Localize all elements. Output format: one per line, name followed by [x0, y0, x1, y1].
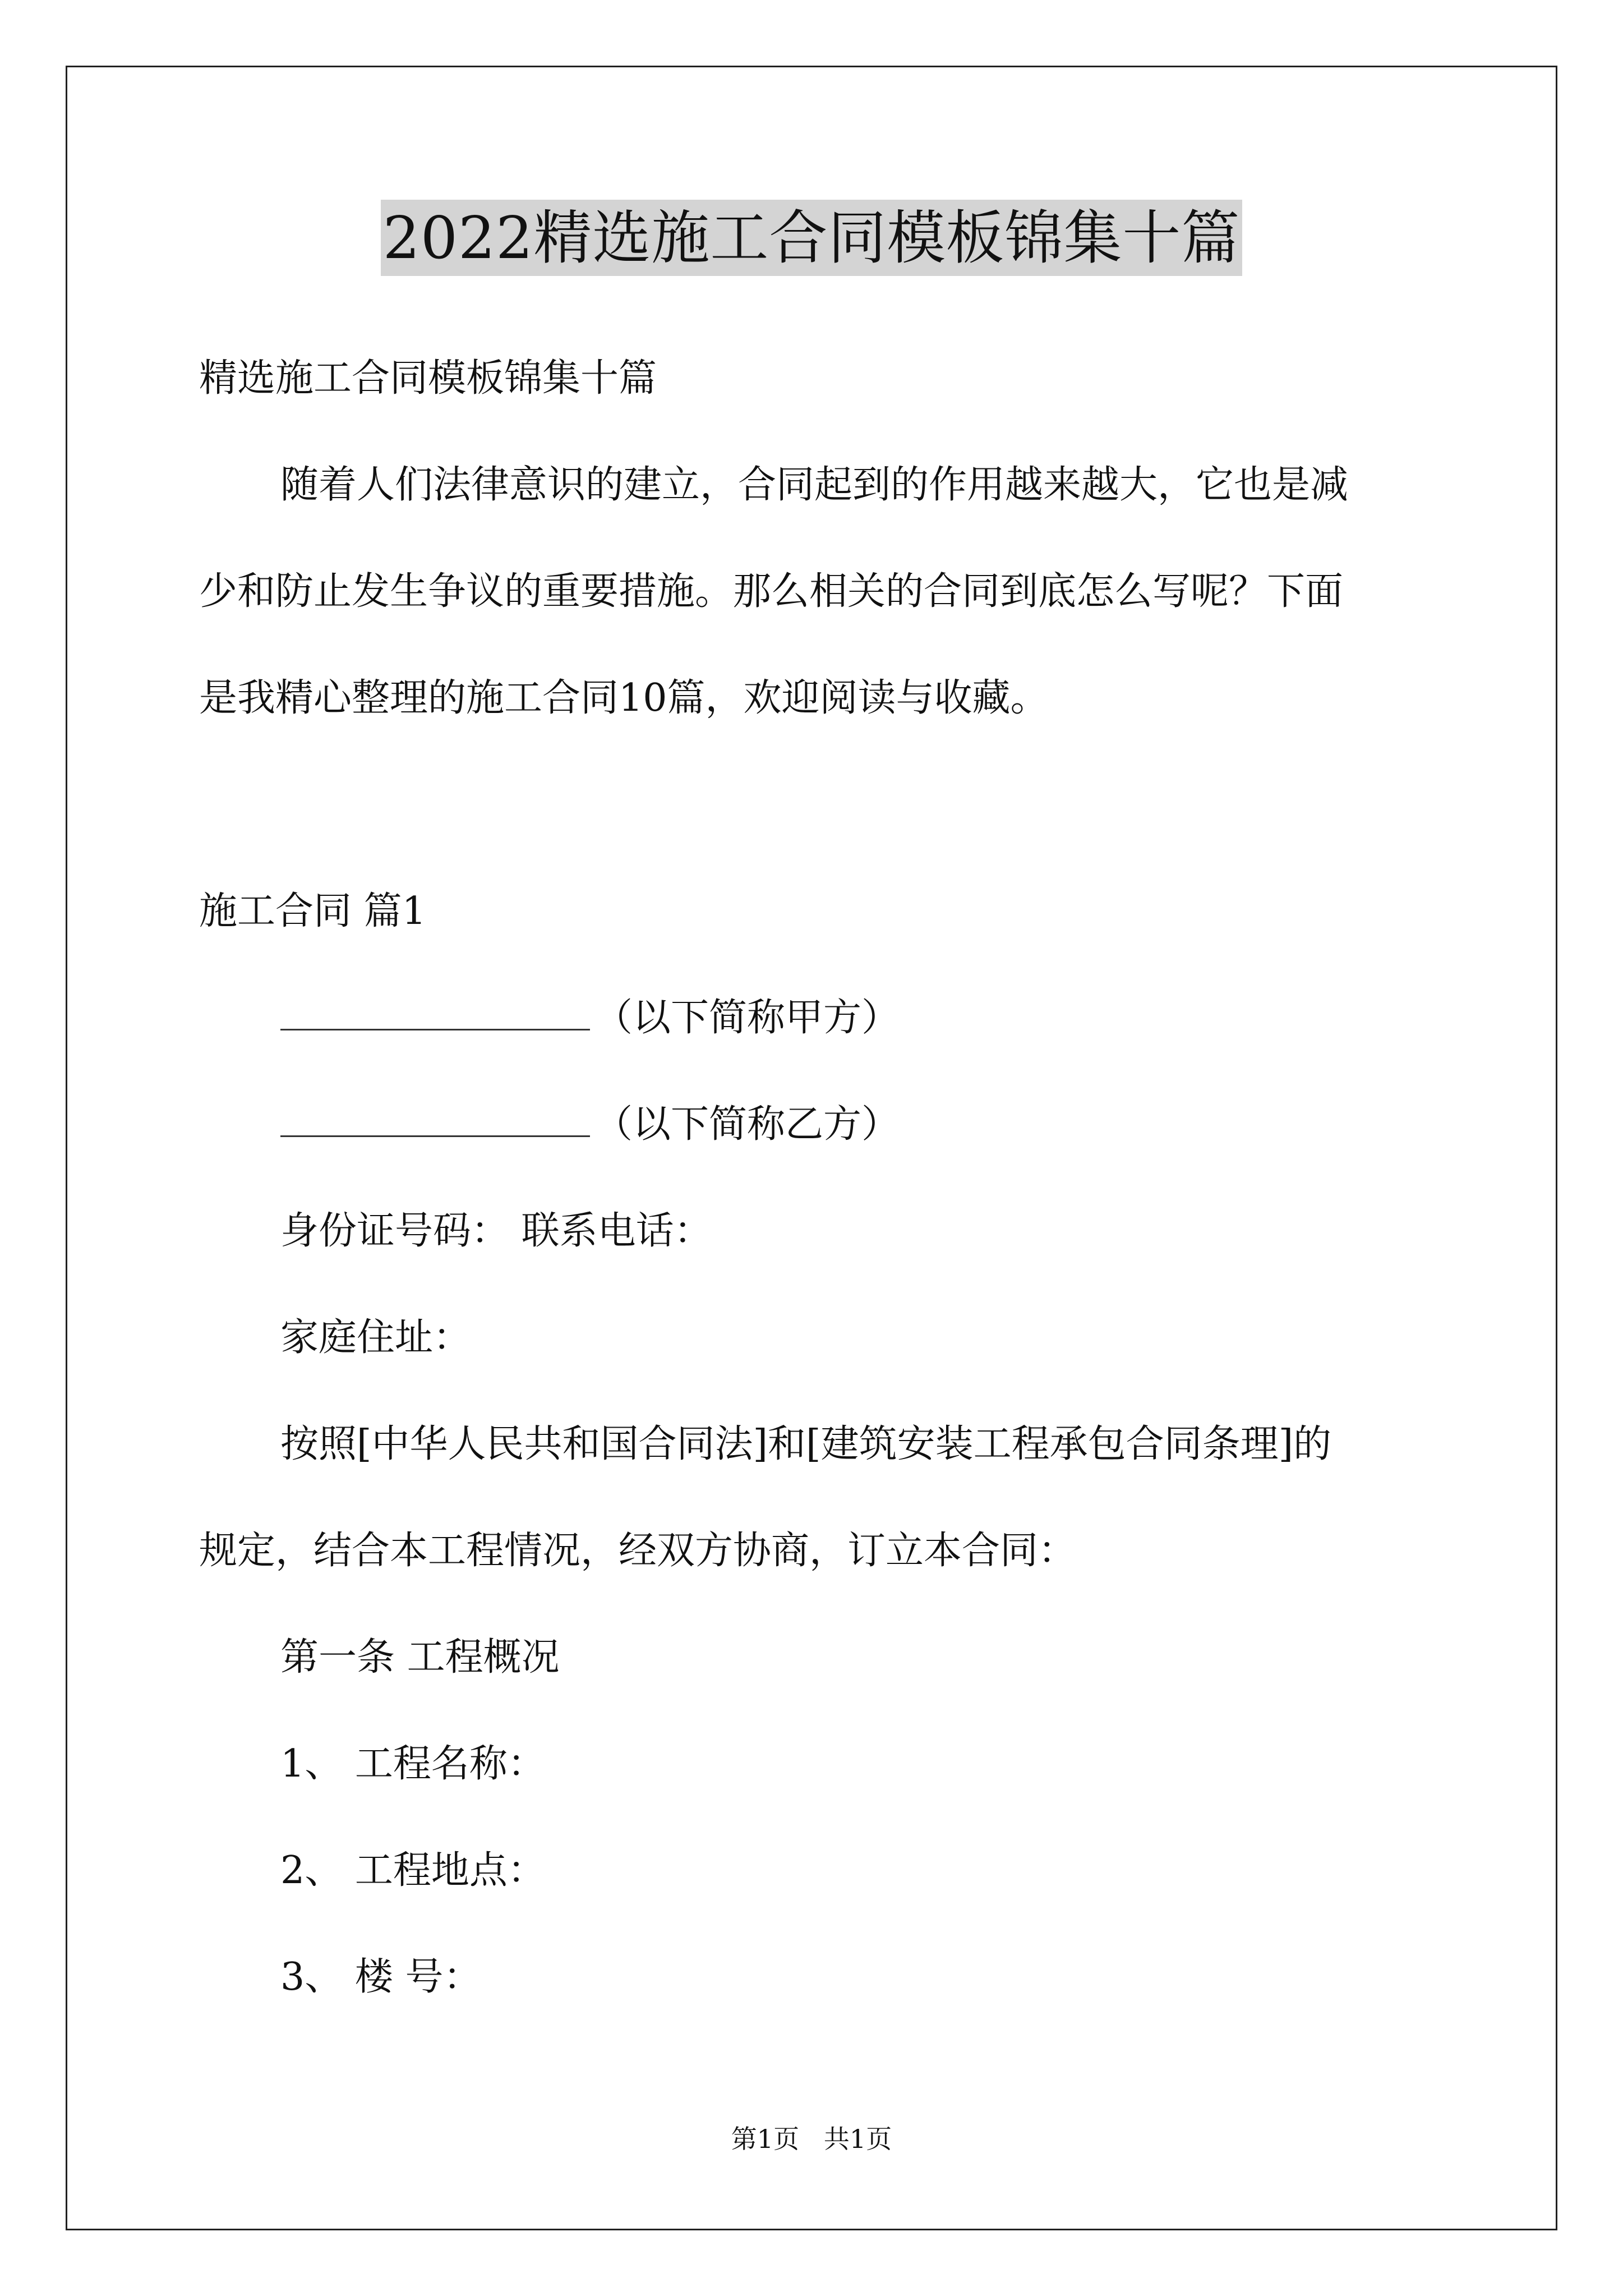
party-a-line: [280, 993, 900, 1043]
intro-line-1: 随着人们法律意识的建立，合同起到的作用越来越大，它也是减: [280, 463, 1349, 507]
party-b-line: [280, 1099, 900, 1150]
section-heading: 施工合同 篇1: [199, 889, 426, 933]
page-footer: 第1页 共1页: [731, 2124, 892, 2154]
document-subtitle: 精选施工合同模板锦集十篇: [199, 356, 657, 401]
item-building-number: 3、 楼 号：: [280, 1955, 482, 1999]
basis-line-2: 规定，结合本工程情况，经双方协商，订立本合同：: [199, 1529, 1077, 1573]
title-container: [0, 200, 1623, 276]
basis-line-1: 按照[中华人民共和国合同法]和[建筑安装工程承包合同条理]的: [280, 1422, 1332, 1466]
document-title: 2022精选施工合同模板锦集十篇: [381, 200, 1243, 276]
intro-line-3: 是我精心整理的施工合同10篇，欢迎阅读与收藏。: [199, 676, 1049, 720]
party-a-blank: [280, 994, 590, 1030]
intro-line-2: 少和防止发生争议的重要措施。那么相关的合同到底怎么写呢？下面: [199, 569, 1344, 614]
party-b-label: （以下简称乙方）: [594, 1102, 900, 1147]
article-1-heading: 第一条 工程概况: [280, 1635, 560, 1680]
item-project-name: 1、 工程名称：: [280, 1742, 546, 1786]
id-phone-line: 身份证号码： 联系电话：: [280, 1209, 712, 1253]
party-a-label: （以下简称甲方）: [594, 996, 900, 1040]
item-project-location: 2、 工程地点：: [280, 1848, 546, 1893]
party-b-blank: [280, 1101, 590, 1137]
address-line: 家庭住址：: [280, 1315, 472, 1360]
